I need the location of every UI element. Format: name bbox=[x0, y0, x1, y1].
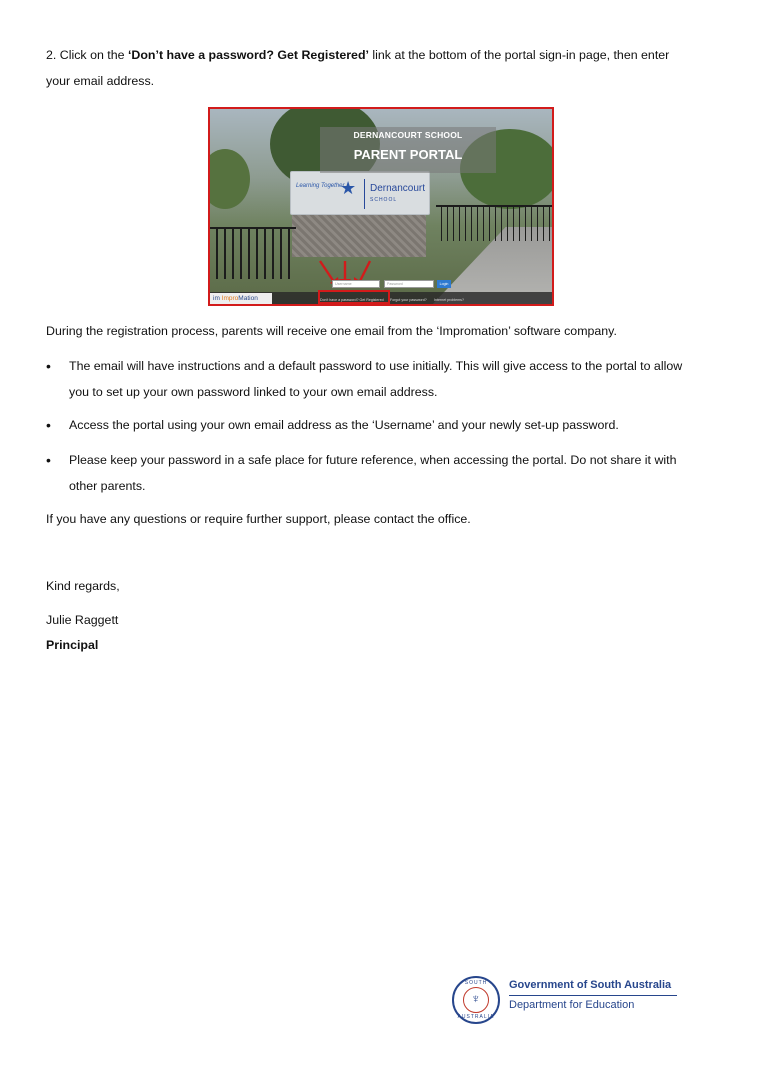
bullet-icon: • bbox=[46, 417, 51, 433]
crest-top-text: SOUTH bbox=[464, 980, 488, 986]
bullet-line1: Access the portal using your own email address as the ‘Username’ and your newly set-up password. bbox=[69, 418, 619, 432]
impromation-logo bbox=[210, 293, 272, 304]
forgot-password-link[interactable]: Forgot your password? bbox=[390, 298, 427, 302]
sign-school-sub: SCHOOL bbox=[370, 197, 398, 203]
step2-suffix: link at the bottom of the portal sign-in page, then enter bbox=[368, 48, 670, 62]
signatory-name: Julie Raggett bbox=[46, 613, 119, 627]
crest-inner-ring bbox=[463, 987, 489, 1013]
register-highlight bbox=[318, 290, 390, 304]
step2-line2: your email address. bbox=[46, 74, 155, 88]
logo-divider bbox=[509, 995, 677, 996]
sign-logo-script: Learning Together bbox=[296, 183, 345, 189]
step2-prefix: 2. Click on the bbox=[46, 48, 128, 62]
questions-text: If you have any questions or require further support, please contact the office. bbox=[46, 512, 471, 526]
crest-bottom-text: AUSTRALIA bbox=[457, 1014, 495, 1020]
sign-stone bbox=[292, 213, 426, 257]
sign-divider bbox=[364, 179, 365, 209]
government-name: Government of South Australia bbox=[509, 979, 672, 991]
login-button[interactable]: Login bbox=[437, 280, 451, 288]
brand-suffix: Mation bbox=[238, 295, 258, 302]
sign-figure-icon: ★ bbox=[340, 178, 357, 198]
password-field[interactable]: Password bbox=[384, 280, 434, 288]
bullet-item bbox=[46, 353, 723, 405]
bullet-line2: other parents. bbox=[69, 479, 146, 493]
step2-link-text: ‘Don’t have a password? Get Registered’ bbox=[127, 48, 369, 62]
brand-accent: Impro bbox=[221, 295, 239, 302]
bullet-icon: • bbox=[46, 358, 51, 374]
piping-shrike-icon: ♆ bbox=[471, 991, 481, 1006]
internet-problems-link[interactable]: Internet problems? bbox=[434, 298, 464, 302]
crest-icon bbox=[452, 976, 500, 1024]
sign-school-name: Dernancourt bbox=[370, 183, 426, 194]
bullet-line1: The email will have instructions and a default password to use initially. This will give access to the portal to allow bbox=[69, 359, 683, 373]
bullet-line1: Please keep your password in a safe place for future reference, when accessing the portal. Do not share it with bbox=[69, 453, 677, 467]
portal-screenshot bbox=[208, 107, 554, 306]
registration-intro: During the registration process, parents will receive one email from the ‘Impromation’ software company. bbox=[46, 324, 617, 338]
closing-text: Kind regards, bbox=[46, 579, 120, 593]
portal-school-name: DERNANCOURT SCHOOL bbox=[353, 130, 463, 140]
fence-right bbox=[436, 205, 552, 241]
bullet-icon: • bbox=[46, 452, 51, 468]
department-name: Department for Education bbox=[509, 999, 635, 1011]
tree-shape bbox=[208, 149, 250, 209]
step2-line1 bbox=[46, 42, 723, 68]
username-field[interactable]: Username bbox=[332, 280, 380, 288]
bullet-line2: you to set up your own password linked to your own email address. bbox=[69, 385, 438, 399]
register-link[interactable]: Don't have a password? Get Registered bbox=[320, 298, 384, 302]
portal-title: PARENT PORTAL bbox=[353, 147, 463, 162]
government-logo bbox=[452, 976, 682, 1028]
signatory-role: Principal bbox=[46, 638, 99, 652]
bullet-item bbox=[46, 447, 723, 499]
bullet-item bbox=[46, 412, 723, 438]
fence-left bbox=[210, 227, 296, 279]
brand-prefix: im bbox=[213, 295, 222, 302]
